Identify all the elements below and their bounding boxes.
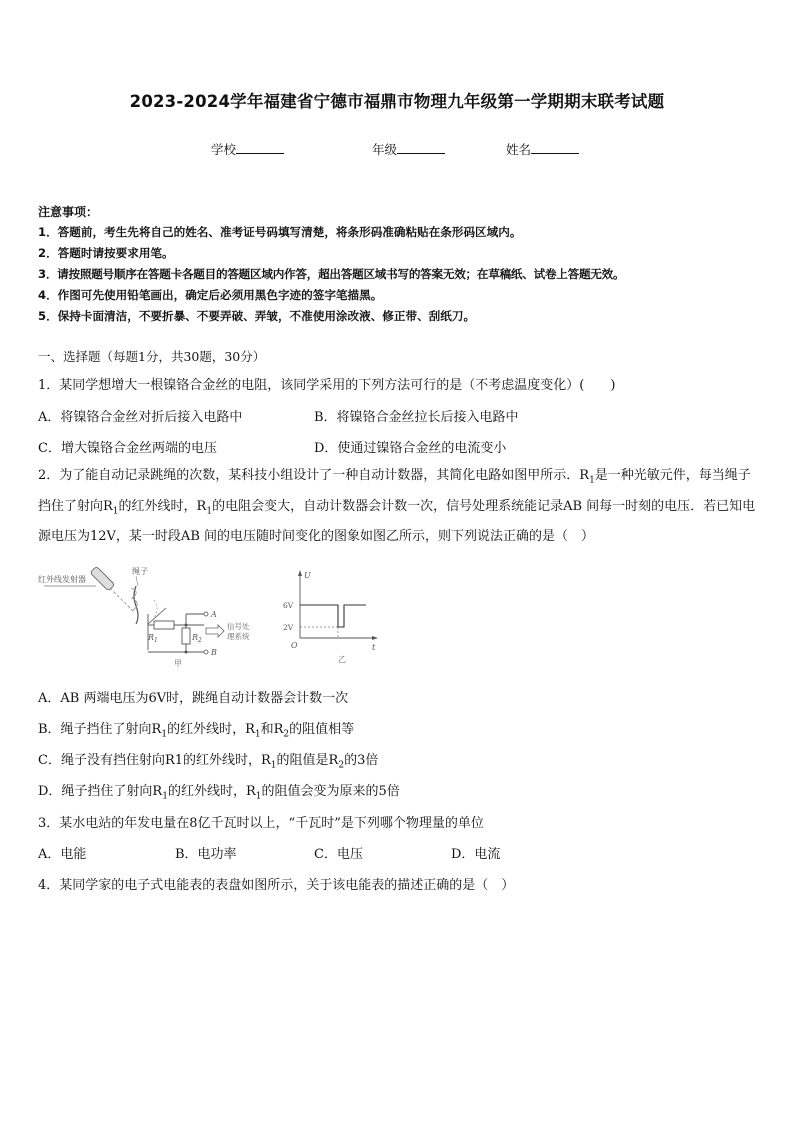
question-1-option-d: D．使通过镍铬合金丝的电流变小	[314, 441, 507, 456]
t-axis-arrow	[372, 636, 378, 640]
subscript: 1	[589, 475, 595, 486]
question-3-stem: 3．某水电站的年发电量在8亿千瓦时以上，“千瓦时”是下列哪个物理量的单位	[38, 816, 484, 831]
resistor-r2	[182, 628, 190, 644]
q2-text: 的红外线时，R	[118, 498, 207, 514]
r2-label: $R_2$	[192, 633, 202, 644]
figure-jia-label: 甲	[174, 659, 182, 668]
t-axis-label: t	[372, 643, 376, 652]
question-2-option-b: B．绳子挡住了射向$R_1$的红外线时，$R_1$和$R_2$的阻值相等	[38, 722, 355, 740]
tick-2v: 2V	[283, 623, 294, 632]
origin-label: O	[291, 641, 298, 650]
signal-label-1: 信号处	[227, 622, 250, 631]
figure-yi-label: 乙	[338, 655, 346, 664]
signal-label-2: 理系统	[227, 632, 250, 641]
question-1-stem: 1．某同学想增大一根镍铬合金丝的电阻，该同学采用的下列方法可行的是（不考虑温度变化）( )	[38, 378, 616, 393]
question-3-option-d: D．电流	[451, 847, 501, 862]
name-field	[506, 140, 579, 158]
question-3-option-a: A．电能	[38, 847, 87, 862]
note-item: 2．答题时请按要求用笔。	[38, 246, 174, 260]
terminal-b	[204, 650, 208, 654]
question-2-option-d: D．绳子挡住了射向$R_1$的红外线时，$R_1$的阻值会变为原来的5倍	[38, 784, 400, 802]
rope-pointer	[136, 576, 138, 586]
q2-text: 是一种光敏元件，每当绳子挡住了射向R	[38, 468, 751, 514]
rope-label: 绳子	[132, 567, 148, 576]
emitter-device	[90, 566, 115, 591]
terminal-a	[204, 612, 208, 616]
circuit-figure	[36, 562, 276, 672]
r1-label: $R_1$	[148, 633, 158, 644]
q2-text: 的电阻会变大，自动计数器会计数一次，信号处理系统能记录AB 间每一时刻的电压．若已知电源电压为12V，某一时段AB 间的电压随时间变化的图象如图乙所示，则下列说法正确的是（ ）	[38, 498, 756, 545]
grade-blank	[397, 141, 445, 154]
subscript: 1	[112, 506, 119, 517]
infrared-beam	[110, 588, 134, 612]
subscript: 1	[206, 506, 213, 517]
resistor-r1	[148, 614, 174, 629]
q2-text: 2．为了能自动记录跳绳的次数，某科技小组设计了一种自动计数器，其简化电路如图甲所示．R	[38, 468, 590, 483]
grade-label: 年级	[372, 142, 398, 157]
name-label: 姓名	[506, 142, 532, 157]
section-heading: 一、选择题（每题1分，共30题，30分）	[38, 349, 266, 364]
question-2-option-c: C．绳子没有挡住射向R1的红外线时，$R_1$的阻值是$R_2$的3倍	[38, 753, 379, 771]
school-field	[211, 140, 284, 158]
question-3-option-b: B．电功率	[175, 847, 237, 862]
swing-arc	[154, 600, 157, 618]
grade-field	[372, 140, 445, 158]
question-1-option-a: A．将镍铬合金丝对折后接入电路中	[38, 410, 243, 425]
tick-6v: 6V	[283, 601, 294, 610]
page-title: 2023-2024学年福建省宁德市福鼎市物理九年级第一学期期末联考试题	[129, 92, 665, 111]
junction	[185, 651, 188, 654]
question-1-option-c: C．增大镍铬合金丝两端的电压	[38, 441, 217, 456]
voltage-graph	[282, 566, 382, 670]
name-blank	[531, 141, 579, 154]
question-2-option-a: A．AB 两端电压为6V时，跳绳自动计数器会计数一次	[38, 691, 349, 706]
note-item: 3．请按照题号顺序在答题卡各题目的答题区域内作答，超出答题区域书写的答案无效；在草稿纸、试卷上答题无效。	[38, 267, 625, 281]
note-item: 1．答题前，考生先将自己的姓名、准考证号码填写清楚，将条形码准确粘贴在条形码区域内。	[38, 225, 522, 239]
b-label: B	[211, 648, 217, 657]
u-axis-arrow	[298, 570, 302, 576]
note-item: 5．保持卡面清洁，不要折暴、不要弄破、弄皱，不准使用涂改液、修正带、刮纸刀。	[38, 309, 476, 323]
arrow-icon	[206, 625, 224, 637]
voltage-curve	[300, 605, 366, 627]
question-3-option-c: C．电压	[314, 847, 363, 862]
question-1-option-b: B．将镍铬合金丝拉长后接入电路中	[314, 410, 519, 425]
notes-heading: 注意事项：	[38, 205, 99, 219]
note-item: 4．作图可先使用铅笔画出，确定后必须用黑色字迹的签字笔描黑。	[38, 288, 383, 302]
a-label: A	[211, 610, 217, 619]
school-label: 学校	[211, 142, 237, 157]
u-axis-label: U	[304, 571, 311, 580]
question-2-stem	[38, 463, 758, 550]
question-4-stem: 4．某同学家的电子式电能表的表盘如图所示，关于该电能表的描述正确的是（ ）	[38, 878, 515, 893]
school-blank	[236, 141, 284, 154]
emitter-label: 红外线发射器	[38, 575, 86, 584]
